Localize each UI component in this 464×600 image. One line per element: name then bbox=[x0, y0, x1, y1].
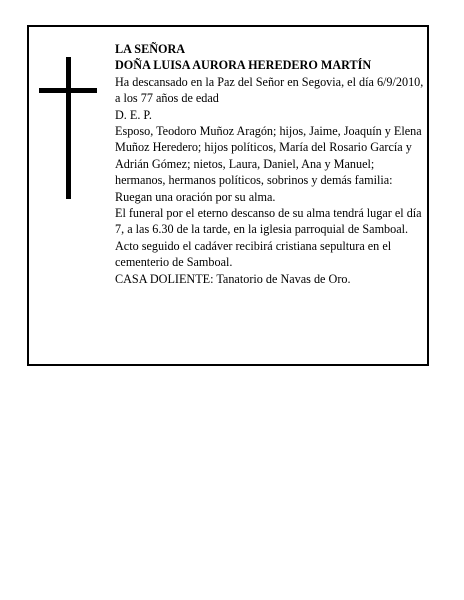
cross-icon bbox=[39, 57, 97, 199]
death-line: Ha descansado en la Paz del Señor en Segovia, el día 6/9/2010, a los 77 años de edad bbox=[115, 74, 424, 106]
family-line: Esposo, Teodoro Muñoz Aragón; hijos, Jaime, Joaquín y Elena Muñoz Heredero; hijos políticos, María del Rosario García y Adrián Gómez; nietos, Laura, Daniel, Ana y Manuel; hermanos, hermanos políticos, sobrinos y demás familia: bbox=[115, 124, 422, 188]
cross-vertical-bar bbox=[66, 57, 71, 199]
dep-line: D. E. P. bbox=[115, 107, 152, 122]
deceased-name: DOÑA LUISA AURORA HEREDERO MARTÍN bbox=[115, 58, 372, 73]
obituary-notice bbox=[27, 25, 429, 366]
funeral-line: El funeral por el eterno descanso de su alma tendrá lugar el día 7, a las 6.30 de la tarde, en la iglesia parroquial de Samboal. Acto seguido el cadáver recibirá cristiana sepultura en el cementerio de Samboal. bbox=[115, 206, 422, 270]
cross-horizontal-bar bbox=[39, 88, 97, 93]
mourning-house-line: CASA DOLIENTE: Tanatorio de Navas de Oro. bbox=[115, 271, 351, 286]
notice-text bbox=[115, 41, 427, 287]
notice-header: LA SEÑORA bbox=[115, 42, 186, 56]
prayer-line: Ruegan una oración por su alma. bbox=[115, 189, 276, 204]
